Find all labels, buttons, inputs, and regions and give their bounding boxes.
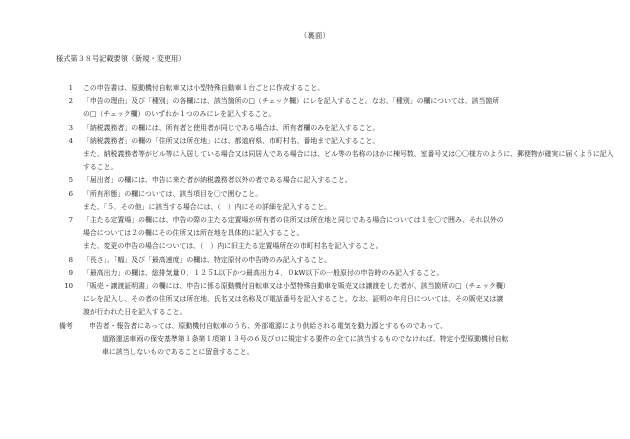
item-line: 「申告の理由」及び「種別」の各欄には、該当箇所の□（チェック欄）にレを記入すること。なお、「種別」の欄については、該当箇所: [83, 97, 500, 106]
item-number: 2: [68, 97, 73, 106]
instruction-item-8: [56, 254, 616, 267]
item-body: [83, 280, 616, 320]
item-line: 「販売・譲渡証明書」の欄には、申告に係る原動機付自転車又は小型特殊自動車を販売又は譲渡をした者が、該当箇所の□（チェック欄）: [83, 282, 510, 291]
item-body: [83, 135, 616, 175]
remarks-line: 車に該当しないものであることに留意すること。: [102, 348, 254, 357]
item-number: 5: [68, 176, 73, 185]
item-number: 3: [68, 123, 73, 132]
item-body: [83, 82, 616, 95]
remarks-section: [56, 320, 616, 360]
item-line: 渡が行われた日を記入すること。: [83, 308, 187, 317]
remarks-label: 備考: [59, 321, 73, 330]
item-line: にレを記入し、その者の住所又は所在地、氏名又は名称及び電話番号を記入すること。なお、証明の年月日については、その販売又は譲: [83, 295, 504, 304]
item-line: 「納税義務者」の欄には、所有者と使用者が同じである場合は、所有者欄のみを記入すること。: [83, 123, 380, 132]
instruction-item-7: [56, 214, 616, 254]
item-line: 「届出者」の欄には、申告に来た者が納税義務者以外の者である場合に記入すること。: [83, 176, 352, 185]
item-number: 10: [64, 282, 73, 291]
item-body: [83, 214, 616, 254]
item-body: [83, 122, 616, 135]
item-line: 「納税義務者」の欄の「住所又は所在地」には、都道府県、市町村名、番地まで記入すること。: [83, 136, 380, 145]
item-line: また、納税義務者等がビル等に入居している場合又は同居人である場合には、ビル等の名称のほかに棟号数、室番号又は〇〇様方のように、郵便物が確実に届くように記入すること。: [83, 150, 614, 172]
item-line: 場合については２の欄にその住所又は所在地を具体的に記入すること。: [83, 229, 304, 238]
instruction-item-1: [56, 82, 616, 95]
remarks-line: 申告者・報告者にあっては、原動機付自転車のうち、外部電源により供給される電気を動力源とするものであって、: [89, 321, 448, 330]
item-number: 6: [68, 189, 73, 198]
page-header: （裏面）: [300, 31, 330, 40]
item-line: 「長さ」、「幅」及び「最高速度」の欄は、特定原付の申告時のみ記入すること。: [83, 255, 332, 264]
instruction-item-10: [56, 280, 616, 320]
item-number: 9: [68, 268, 73, 277]
item-line: 「所有形態」の欄については、該当項目を〇で囲むこと。: [83, 189, 263, 198]
item-line: 「主たる定置場」の欄には、申告の際の主たる定置場が所有者の住所又は所在地と同じである場合については１を〇で囲み、それ以外の: [83, 216, 504, 225]
item-body: [83, 174, 616, 187]
instruction-list: [56, 82, 616, 359]
item-line: また、「５．その他」に該当する場合には、（ ）内にその詳細を記入すること。: [83, 202, 332, 211]
instruction-item-6: [56, 188, 616, 214]
remarks-body: [89, 320, 616, 360]
instruction-item-2: [56, 95, 616, 121]
instruction-item-5: [56, 174, 616, 187]
item-body: [83, 95, 616, 121]
document-subtitle: 様式第３８号記載要領（新規・変更用）: [56, 54, 186, 63]
item-number: 7: [68, 216, 73, 225]
item-number: 8: [68, 255, 73, 264]
item-line: この申告書は、原動機付自転車又は小型特殊自動車１台ごとに作成すること。: [83, 84, 325, 92]
remarks-line: 道路運送車両の保安基準第１条第１項第１３号の６及びロに規定する要件の全てに該当するものでなければ、特定小型原動機付自転: [102, 334, 509, 343]
item-line: 「最高出力」の欄は、総排気量０．１２５L以下かつ最高出力４．０kW以下の一般原付の申告時のみ記入すること。: [83, 268, 444, 277]
item-number: 1: [68, 84, 73, 92]
item-body: [83, 267, 616, 280]
instruction-item-4: [56, 135, 616, 175]
instruction-item-3: [56, 122, 616, 135]
instruction-item-9: [56, 267, 616, 280]
item-number: 4: [68, 136, 73, 145]
item-body: [83, 254, 616, 267]
item-line: また、変更の申告の場合については、（ ）内に旧主たる定置場所在の市町村名を記入すること。: [83, 242, 383, 251]
item-body: [83, 188, 616, 214]
item-line: の□（チェック欄）のいずれか１つのみにレを記入すること。: [83, 110, 276, 119]
